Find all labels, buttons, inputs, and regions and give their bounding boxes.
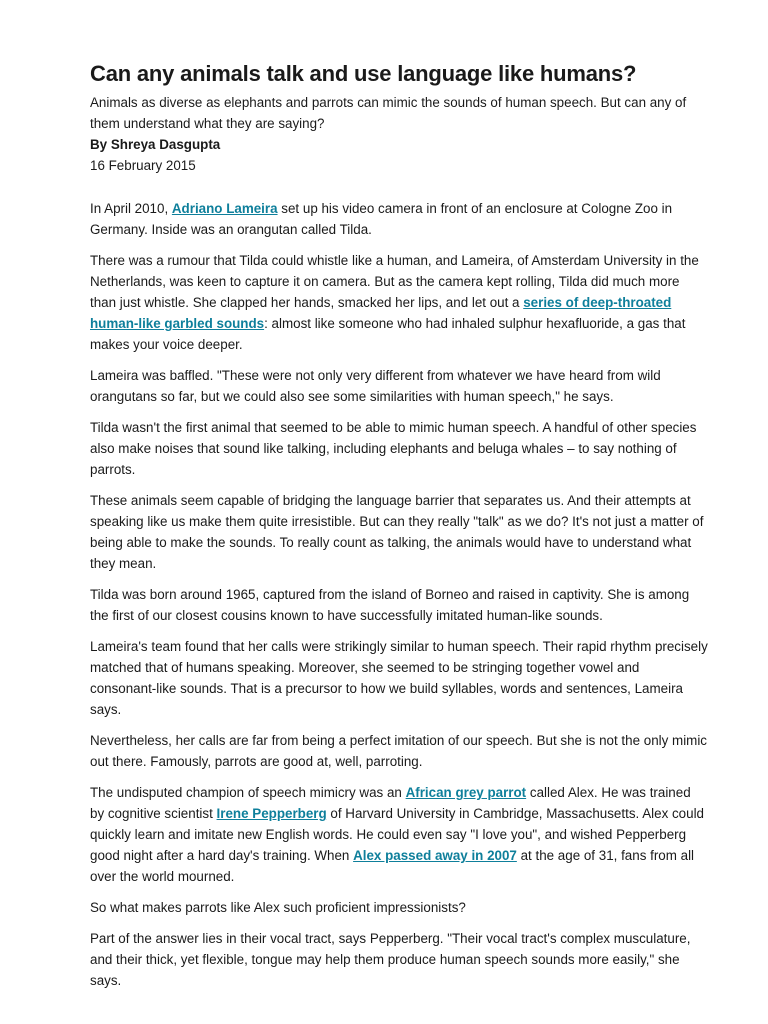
link-garbled-sounds[interactable]: series of deep-throated human-like garbled sounds [90, 295, 672, 331]
paragraph-10: So what makes parrots like Alex such proficient impressionists? [90, 900, 466, 915]
paragraph-11: Part of the answer lies in their vocal tract, says Pepperberg. "Their vocal tract's complex musculature, and their thick, yet flexible, tongue may help them produce human speech sounds more easily," she says. [90, 931, 691, 988]
paragraph-7: Lameira's team found that her calls were strikingly similar to human speech. Their rapid rhythm precisely matched that of humans speaking. Moreover, she seemed to be stringing together vowel and consonant-like sounds. That is a precursor to how we build syllables, words and sentences, Lameira says. [90, 639, 708, 717]
paragraph-6: Tilda was born around 1965, captured from the island of Borneo and raised in captivity. She is among the first of our closest cousins known to have successfully imitated human-like sounds. [90, 587, 690, 623]
link-irene-pepperberg[interactable]: Irene Pepperberg [216, 806, 327, 821]
link-adriano-lameira[interactable]: Adriano Lameira [171, 201, 278, 216]
link-african-grey-parrot[interactable]: African grey parrot [405, 785, 527, 800]
paragraph-4: Tilda wasn't the first animal that seemed to be able to mimic human speech. A handful of other species also make noises that sound like talking, including elephants and beluga whales – to say nothing of parrots. [90, 420, 697, 477]
paragraph-9: The undisputed champion of speech mimicry was an African grey parrot called Alex. He was trained by cognitive scientist Irene Pepperberg of Harvard University in Cambridge, Massachusetts. Alex could quickly learn and imitate new English words. He could even say "I love you", and wished Pepperberg good night after a hard day's training. When Alex passed away in 2007 at the age of 31, fans from all over the world mourned. [90, 785, 704, 884]
paragraph-1: In April 2010, Adriano Lameira set up his video camera in front of an enclosure at Cologne Zoo in Germany. Inside was an orangutan called Tilda. [90, 201, 673, 237]
paragraph-3: Lameira was baffled. "These were not only very different from whatever we have heard from wild orangutans so far, but we could also see some similarities with human speech," he says. [90, 368, 661, 404]
article-byline: By Shreya Dasgupta [90, 137, 221, 152]
paragraph-8: Nevertheless, her calls are far from being a perfect imitation of our speech. But she is not the only mimic out there. Famously, parrots are good at, well, parroting. [90, 733, 707, 769]
article-title: Can any animals talk and use language like humans? [90, 61, 637, 86]
paragraph-2: There was a rumour that Tilda could whistle like a human, and Lameira, of Amsterdam University in the Netherlands, was keen to capture it on camera. But as the camera kept rolling, Tilda did much more than just whistle. She clapped her hands, smacked her lips, and let out a series of deep-throated human-like garbled sounds: almost like someone who had inhaled sulphur hexafluoride, a gas that makes your voice deeper. [90, 253, 699, 352]
article-date: 16 February 2015 [90, 158, 196, 173]
paragraph-5: These animals seem capable of bridging the language barrier that separates us. And their attempts at speaking like us make them quite irresistible. But can they really "talk" as we do? It's not just a matter of being able to make the sounds. To really count as talking, the animals would have to understand what they mean. [90, 493, 704, 571]
link-alex-passed-away[interactable]: Alex passed away in 2007 [353, 848, 517, 863]
article-standfirst: Animals as diverse as elephants and parrots can mimic the sounds of human speech. But can any of them understand what they are saying? [90, 95, 687, 131]
